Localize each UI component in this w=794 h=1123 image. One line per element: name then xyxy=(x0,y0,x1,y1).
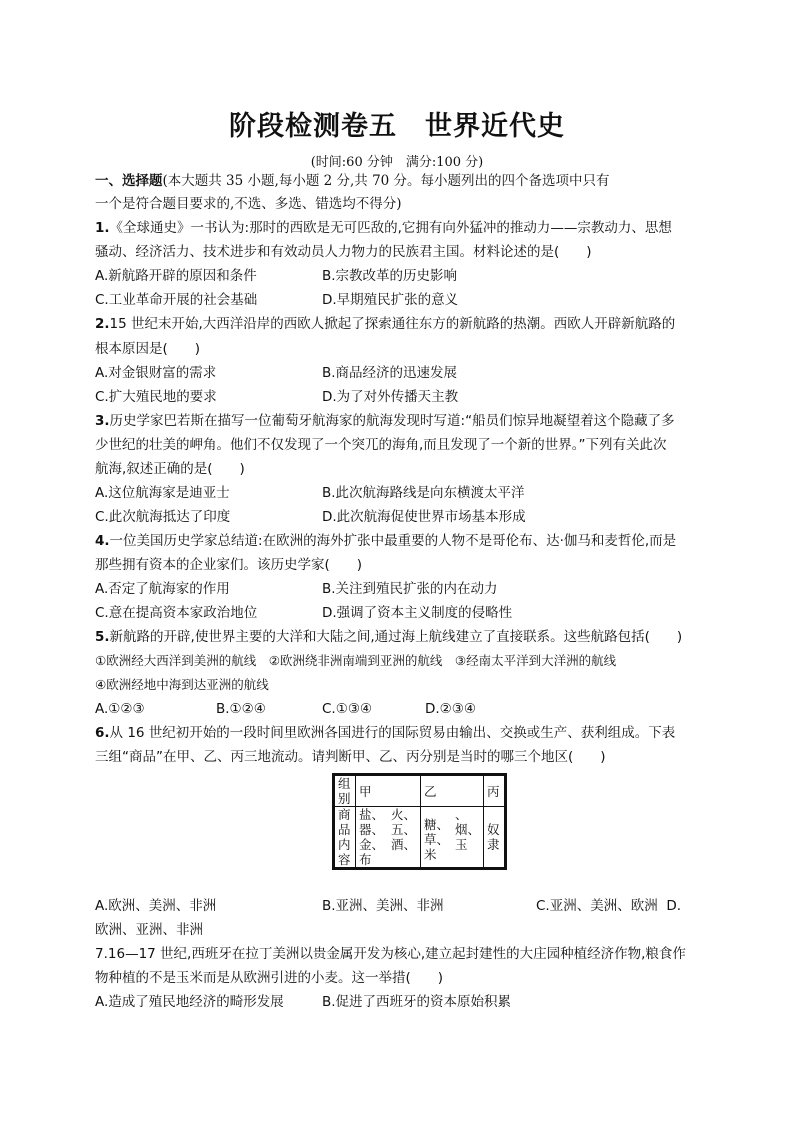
table-bing-goods: 奴隶 xyxy=(484,807,506,869)
question-2-stem-1 xyxy=(95,315,675,333)
question-4-stem-1 xyxy=(95,532,676,550)
section-description-1: (本大题共 35 小题,每小题 2 分,共 70 分。每小题列出的四个备选项中只有 xyxy=(162,173,610,189)
page-subtitle: (时间:60 分钟 满分:100 分) xyxy=(310,155,484,170)
question-3-text-1: 历史学家巴若斯在描写一位葡萄牙航海家的航海发现时写道:“船员们惊异地凝望着这个隐藏了多 xyxy=(109,413,675,429)
question-5-option-a: A.①②③ xyxy=(95,701,145,717)
question-7-number: 7. xyxy=(95,946,108,962)
question-4-option-c: C.意在提高资本家政治地位 xyxy=(95,605,258,621)
question-6-text-1: 从 16 世纪初开始的一段时间里欧洲各国进行的国际贸易由输出、交换或生产、获利组成。下表 xyxy=(109,725,676,741)
question-5-text-1: 新航路的开辟,使世界主要的大洋和大陆之间,通过海上航线建立了直接联系。这些航路包括( ) xyxy=(109,629,683,645)
question-1-number: 1. xyxy=(95,220,110,236)
question-6-number: 6. xyxy=(95,725,110,741)
table-header-jia: 甲 xyxy=(356,775,421,807)
table-jia-goods-2: 火、五、酒、 xyxy=(388,807,421,869)
question-1-option-a: A.新航路开辟的原因和条件 xyxy=(95,268,257,284)
question-6-option-b: B.亚洲、美洲、非洲 xyxy=(322,898,444,914)
section-heading-label: 一、选择题 xyxy=(95,173,163,189)
question-5-option-d: D.②③④ xyxy=(425,701,476,717)
question-6-option-c-text: C.亚洲、美洲、欧洲 xyxy=(536,898,658,914)
question-4-text-1: 一位美国历史学家总结道:在欧洲的海外扩张中最重要的人物不是哥伦布、达·伽马和麦哲伦,而是 xyxy=(109,533,677,549)
question-5-items-2: ④欧洲经地中海到达亚洲的航线 xyxy=(95,677,269,692)
question-4-stem-2: 那些拥有资本的企业家们。该历史学家( ) xyxy=(95,557,363,573)
question-7-option-b: B.促进了西班牙的资本原始积累 xyxy=(322,994,512,1010)
question-1-stem-1 xyxy=(95,219,672,237)
question-3-option-b: B.此次航海路线是向东横渡太平洋 xyxy=(322,485,525,501)
question-5-items-1: ①欧洲经大西洋到美洲的航线 ②欧洲绕非洲南端到亚洲的航线 ③经南太平洋到大洋洲的航线 xyxy=(95,653,617,668)
question-6-option-a: A.欧洲、美洲、非洲 xyxy=(95,898,217,914)
question-7-text-1: 16—17 世纪,西班牙在拉丁美洲以贵金属开发为核心,建立起封建性的大庄园种植经济作物,粮食作 xyxy=(107,946,686,962)
question-1-text-1: 《全球通史》一书认为:那时的西欧是无可匹敌的,它拥有向外猛冲的推动力——宗教动力、思想 xyxy=(109,220,672,236)
question-4-option-b: B.关注到殖民扩张的内在动力 xyxy=(322,581,498,597)
question-2-stem-2: 根本原因是( ) xyxy=(95,341,201,357)
question-7-option-a: A.造成了殖民地经济的畸形发展 xyxy=(95,994,284,1010)
question-2-number: 2. xyxy=(95,316,110,332)
table-header-bing: 丙 xyxy=(484,775,506,807)
question-3-number: 3. xyxy=(95,413,110,429)
question-4-option-a: A.否定了航海家的作用 xyxy=(95,581,230,597)
question-1-option-c: C.工业革命开展的社会基础 xyxy=(95,292,258,308)
question-1-stem-2: 骚动、经济活力、技术进步和有效动员人力物力的民族君主国。材料论述的是( ) xyxy=(95,244,592,260)
question-3-option-d: D.此次航海促使世界市场基本形成 xyxy=(322,509,526,525)
question-2-text-1: 15 世纪末开始,大西洋沿岸的西欧人掀起了探索通往东方的新航路的热潮。西欧人开辟新航路的 xyxy=(109,316,676,332)
question-1-option-b: B.宗教改革的历史影响 xyxy=(322,268,458,284)
goods-table xyxy=(332,773,507,870)
question-3-stem-3: 航海,叙述正确的是( ) xyxy=(95,461,245,477)
question-2-option-b: B.商品经济的迅速发展 xyxy=(322,365,458,381)
question-5-stem-1 xyxy=(95,628,682,646)
table-row-label: 商品内容 xyxy=(334,807,356,869)
question-4-option-d: D.强调了资本主义制度的侵略性 xyxy=(322,605,513,621)
table-header-group: 组别 xyxy=(334,775,356,807)
table-jia-goods-1: 盐、器、金、布 xyxy=(356,807,389,869)
table-header-yi: 乙 xyxy=(421,775,484,807)
question-3-option-c: C.此次航海抵达了印度 xyxy=(95,509,231,525)
question-7-stem-2: 物种植的不是玉米而是从欧洲引进的小麦。这一举措( ) xyxy=(95,970,444,986)
question-5-number: 5. xyxy=(95,629,110,645)
question-3-stem-1 xyxy=(95,412,675,430)
section-heading xyxy=(95,172,610,190)
question-6-option-d-label: D. xyxy=(666,898,681,914)
question-6-stem-1 xyxy=(95,724,675,742)
question-6-option-c xyxy=(536,897,681,915)
question-1-option-d: D.早期殖民扩张的意义 xyxy=(322,292,459,308)
question-3-option-a: A.这位航海家是迪亚士 xyxy=(95,485,230,501)
question-4-number: 4. xyxy=(95,533,110,549)
table-yi-goods-1: 糖、草、米 xyxy=(421,807,453,869)
page-title: 阶段检测卷五 世界近代史 xyxy=(229,111,565,142)
table-yi-goods-2: 、烟、玉 xyxy=(452,807,484,869)
section-description-2: 一个是符合题目要求的,不选、多选、错选均不得分) xyxy=(95,196,402,212)
question-2-option-c: C.扩大殖民地的要求 xyxy=(95,389,217,405)
question-7-stem-1 xyxy=(95,945,686,963)
question-2-option-a: A.对金银财富的需求 xyxy=(95,365,217,381)
question-3-stem-2: 少世纪的壮美的岬角。他们不仅发现了一个突兀的海角,而且发现了一个新的世界。”下列有关此次 xyxy=(95,437,667,453)
question-6-option-d: 欧洲、亚洲、非洲 xyxy=(95,922,203,938)
question-2-option-d: D.为了对外传播天主教 xyxy=(322,389,459,405)
question-5-option-c: C.①③④ xyxy=(322,701,373,717)
question-5-option-b: B.①②④ xyxy=(216,701,266,717)
question-6-stem-2: 三组“商品”在甲、乙、丙三地流动。请判断甲、乙、丙分别是当时的哪三个地区( ) xyxy=(95,749,606,765)
